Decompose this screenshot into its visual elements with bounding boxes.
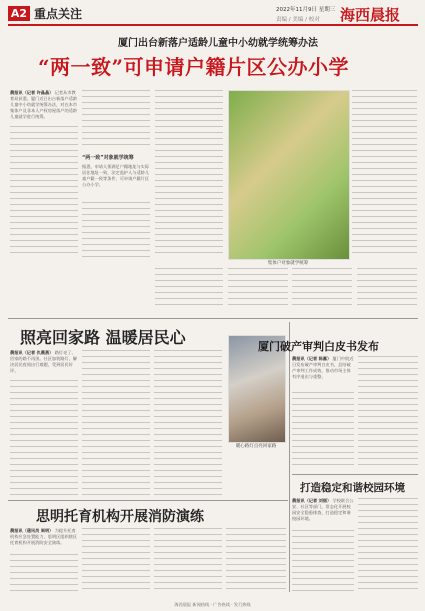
column-divider xyxy=(289,322,290,592)
lead-photo xyxy=(228,90,350,260)
date-line xyxy=(276,5,335,23)
section-divider xyxy=(8,500,288,501)
section-divider xyxy=(8,318,418,319)
page-footer: 海西晨报 新闻热线 · 广告热线 · 发行热线 xyxy=(174,602,251,607)
section-title: 重点关注 xyxy=(34,7,83,21)
right-para: 厦门中院近日发布破产审判白皮书，总结破产审判工作成效，推动市场主体有序退出与重整。 xyxy=(292,356,354,379)
lead-text-lines xyxy=(82,202,150,258)
lead-text-lines xyxy=(10,126,78,258)
bottom-right-col-2 xyxy=(358,498,418,594)
lead-bottom-row-1 xyxy=(155,268,223,310)
lead-bottom-row-2 xyxy=(228,268,288,310)
right-headline: 厦门破产审判白皮书发布 xyxy=(258,340,379,353)
lead-subhead: 厦门出台新落户适龄儿童中小幼就学统筹办法 xyxy=(118,38,318,49)
lead-photo-caption: 集体户对象就学统筹 xyxy=(267,261,309,266)
right-col-2 xyxy=(358,356,418,468)
left-col-3 xyxy=(154,350,222,498)
page-tag: A2 xyxy=(8,6,30,21)
section-divider xyxy=(292,474,418,475)
bottom-right-para: 学校联合公安、社区等部门，常态化开展校园安全隐患排查，打造稳定和谐校园环境。 xyxy=(292,498,354,521)
bottom-left-headline: 思明托育机构开展消防演练 xyxy=(36,509,204,525)
bottom-left-col-3 xyxy=(154,528,222,594)
bottom-left-para: 为提升托育机构应急处置能力，思明区组织辖区托育机构开展消防安全演练。 xyxy=(10,528,78,545)
left-byline: 晨报讯（记者 仇晨燕） xyxy=(10,350,54,355)
bottom-left-byline: 晨报讯（通讯员 周明） xyxy=(10,528,54,533)
bottom-right-byline: 晨报讯（记者 刘丽） xyxy=(292,498,332,503)
bottom-right-text-lines xyxy=(292,530,354,594)
lead-para3: 据悉，申请人须满足户籍地址与实际居住地址一致、法定监护人与适龄儿童户籍一致等条件，可申请户籍片区公办小学。 xyxy=(82,164,150,187)
left-text-lines xyxy=(10,380,78,498)
left-headline: 照亮回家路 温暖居民心 xyxy=(20,328,186,347)
lead-byline: 晨报讯（记者 许晶晶） xyxy=(10,90,54,95)
lead-bottom-row-4 xyxy=(357,268,417,310)
left-para: 路灯亮了，回家的路不再黑。社区加装路灯，解决居民夜间出行难题，受到居民好评。 xyxy=(10,350,78,373)
bottom-left-text-lines xyxy=(10,554,78,594)
lead-para1: 记者从市教育局获悉，厦门近日出台新落户适龄儿童中小幼就学统筹办法，对在本市集体户及非本人产权房屋落户的适龄儿童就学进行统筹。 xyxy=(10,90,78,119)
lead-col-3 xyxy=(155,90,223,258)
lead-bottom-row-3 xyxy=(292,268,352,310)
lead-col-right xyxy=(352,90,417,258)
left-photo-caption: 暖心路灯点亮回家路 xyxy=(235,444,277,449)
bottom-left-col-4 xyxy=(226,528,286,594)
left-col-2 xyxy=(82,350,150,498)
right-byline: 晨报讯（记者 陈嘉） xyxy=(292,356,332,361)
masthead-logo: 海西晨报 xyxy=(340,6,401,24)
bottom-right-headline: 打造稳定和谐校园环境 xyxy=(300,482,405,494)
bottom-left-col-2 xyxy=(82,528,150,594)
lead-text-lines xyxy=(82,90,150,150)
editor-text: 责编 / 美编 / 校对 xyxy=(276,17,320,23)
header-rule xyxy=(8,24,418,26)
date-text: 2022年11月9日 星期三 xyxy=(276,7,336,13)
right-text-lines xyxy=(292,392,354,468)
lead-section-heading: “两一致”对象就学统筹 xyxy=(82,155,134,161)
lead-col-2 xyxy=(82,90,150,258)
lead-headline: “两一致”可申请户籍片区公办小学 xyxy=(38,55,350,79)
